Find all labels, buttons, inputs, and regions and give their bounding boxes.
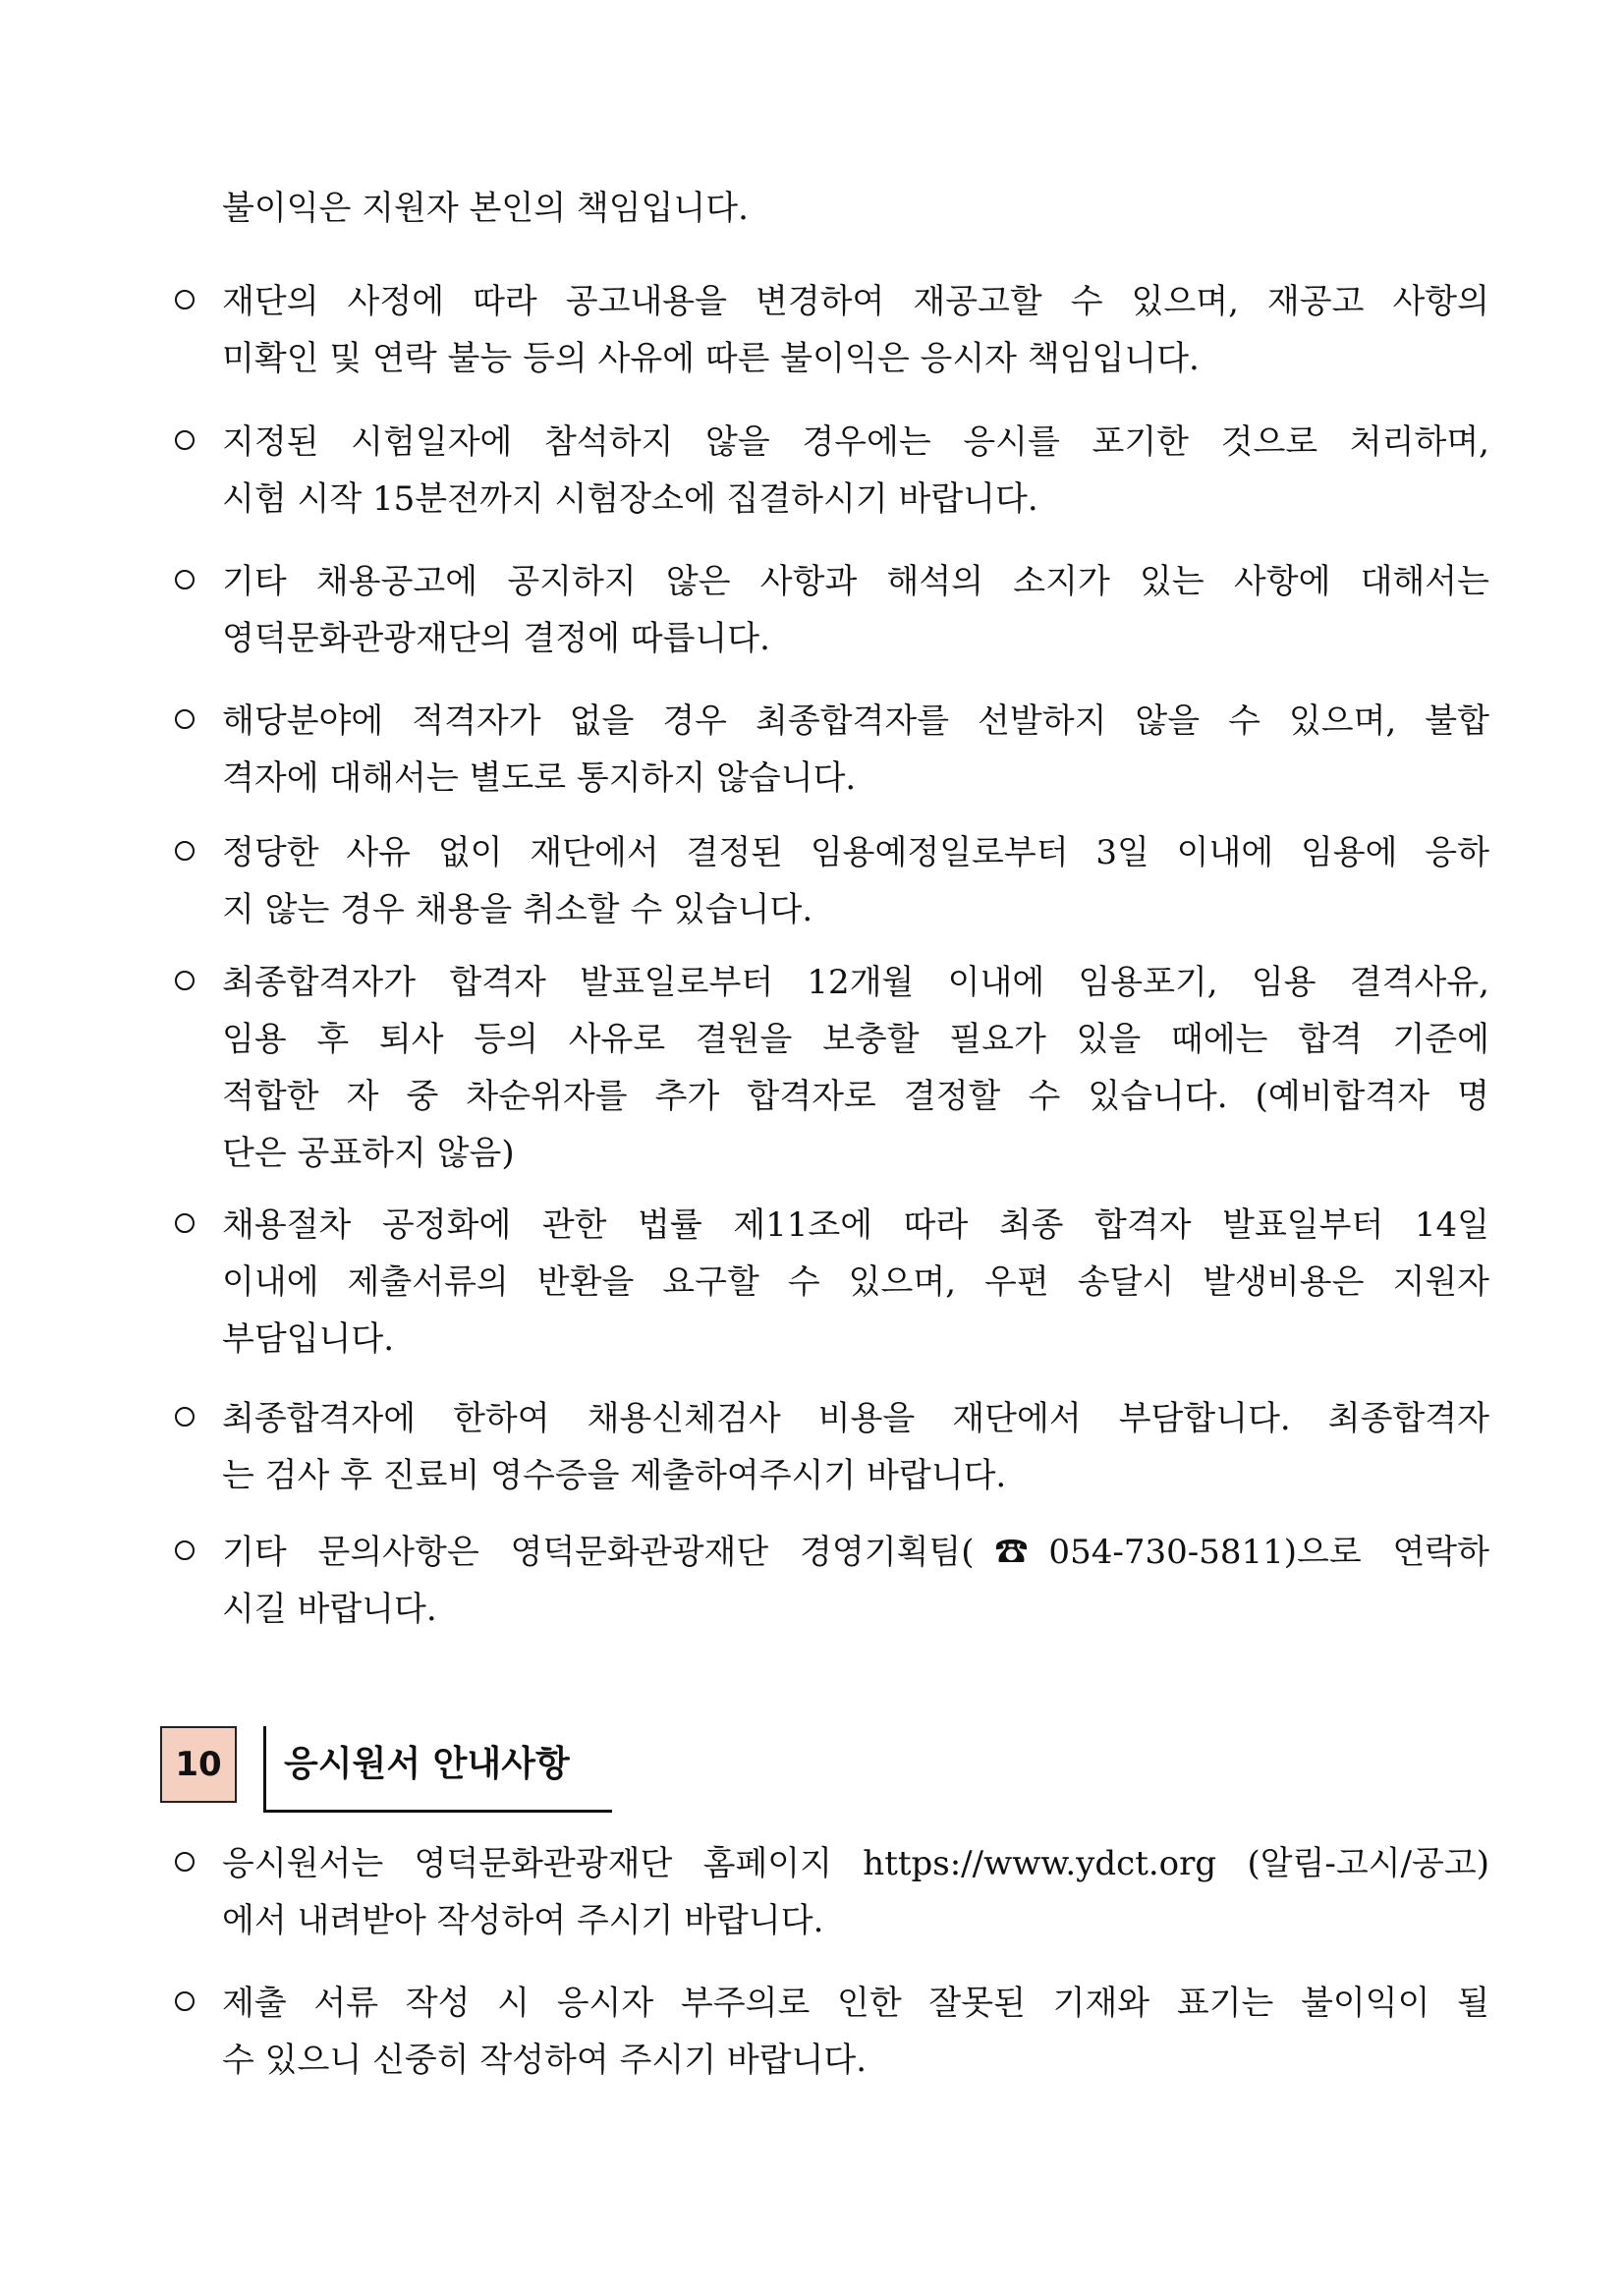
text-line: 단은 공표하지 않음) [222, 1134, 515, 1173]
circle-bullet-icon [175, 290, 195, 309]
list-item-text [222, 954, 1489, 1182]
list-item-text [222, 273, 1489, 387]
circle-bullet-icon [175, 430, 195, 450]
circle-bullet-icon [175, 1213, 195, 1233]
text-line: 임용 후 퇴사 등의 사유로 결원을 보충할 필요가 있을 때에는 합격 기준에 [222, 1020, 1489, 1059]
text-line: 정당한 사유 없이 재단에서 결정된 임용예정일로부터 3일 이내에 임용에 응하 [222, 833, 1489, 872]
list-item-text [222, 693, 1489, 807]
text-line: 응시원서는 영덕문화관광재단 홈페이지 https://www.ydct.org (알림-고시/공고) [222, 1844, 1490, 1883]
section-title: 응시원서 안내사항 [284, 1744, 570, 1784]
circle-bullet-icon [175, 1991, 195, 2011]
list-item-text [222, 1975, 1489, 2089]
circle-bullet-icon [175, 1540, 195, 1560]
list-item-text [222, 553, 1489, 667]
text-line: 시험 시작 15분전까지 시험장소에 집결하시기 바랍니다. [222, 479, 1038, 519]
text-line: 부담입니다. [222, 1319, 395, 1359]
text-line: 영덕문화관광재단의 결정에 따릅니다. [222, 619, 770, 658]
text-line: 에서 내려받아 작성하여 주시기 바랍니다. [222, 1901, 824, 1940]
text-line: 지정된 시험일자에 참석하지 않을 경우에는 응시를 포기한 것으로 처리하며, [222, 422, 1489, 462]
list-item-text [222, 1390, 1489, 1504]
circle-bullet-icon [175, 1407, 195, 1427]
text-line: 시길 바랍니다. [222, 1590, 437, 1629]
section-heading-bar [263, 1726, 266, 1813]
text-line: 수 있으니 신중히 작성하여 주시기 바랍니다. [222, 2041, 868, 2080]
text-line: 채용절차 공정화에 관한 법률 제11조에 따라 최종 합격자 발표일부터 14일 [222, 1205, 1489, 1245]
circle-bullet-icon [175, 1852, 195, 1872]
text-line: 기타 문의사항은 영덕문화관광재단 경영기획팀(☎054-730-5811)으로 연락하 [222, 1533, 1489, 1572]
list-item-text [222, 1524, 1489, 1638]
list-item-text [222, 1835, 1489, 1949]
text-line: 최종합격자가 합격자 발표일로부터 12개월 이내에 임용포기, 임용 결격사유, [222, 963, 1489, 1002]
text-line: 지 않는 경우 채용을 취소할 수 있습니다. [222, 890, 813, 929]
text-line: 이내에 제출서류의 반환을 요구할 수 있으며, 우편 송달시 발생비용은 지원자 [222, 1262, 1489, 1302]
circle-bullet-icon [175, 709, 195, 729]
list-item-text [222, 1197, 1489, 1368]
text-line: 기타 채용공고에 공지하지 않은 사항과 해석의 소지가 있는 사항에 대해서는 [222, 562, 1489, 601]
text-line: 격자에 대해서는 별도로 통지하지 않습니다. [222, 758, 857, 798]
text-line: 미확인 및 연락 불능 등의 사유에 따른 불이익은 응시자 책임입니다. [222, 339, 1200, 378]
section-number-badge: 10 [160, 1726, 237, 1803]
circle-bullet-icon [175, 841, 195, 861]
text-line: 재단의 사정에 따라 공고내용을 변경하여 재공고할 수 있으며, 재공고 사항의 [222, 282, 1489, 321]
text-line: 해당분야에 적격자가 없을 경우 최종합격자를 선발하지 않을 수 있으며, 불합 [222, 701, 1489, 741]
section-heading-underline [263, 1810, 612, 1813]
text-line: 최종합격자에 한하여 채용신체검사 비용을 재단에서 부담합니다. 최종합격자 [222, 1399, 1489, 1438]
text-line: 적합한 자 중 차순위자를 추가 합격자로 결정할 수 있습니다. (예비합격자 명 [222, 1077, 1489, 1116]
list-item-text [222, 824, 1489, 938]
text-line: 제출 서류 작성 시 응시자 부주의로 인한 잘못된 기재와 표기는 불이익이 될 [222, 1984, 1489, 2023]
circle-bullet-icon [175, 971, 195, 990]
list-item-text [222, 414, 1489, 528]
circle-bullet-icon [175, 570, 195, 589]
section-heading [160, 1726, 612, 1813]
intro-line: 불이익은 지원자 본인의 책임입니다. [222, 189, 749, 228]
text-line: 는 검사 후 진료비 영수증을 제출하여주시기 바랍니다. [222, 1456, 1007, 1495]
